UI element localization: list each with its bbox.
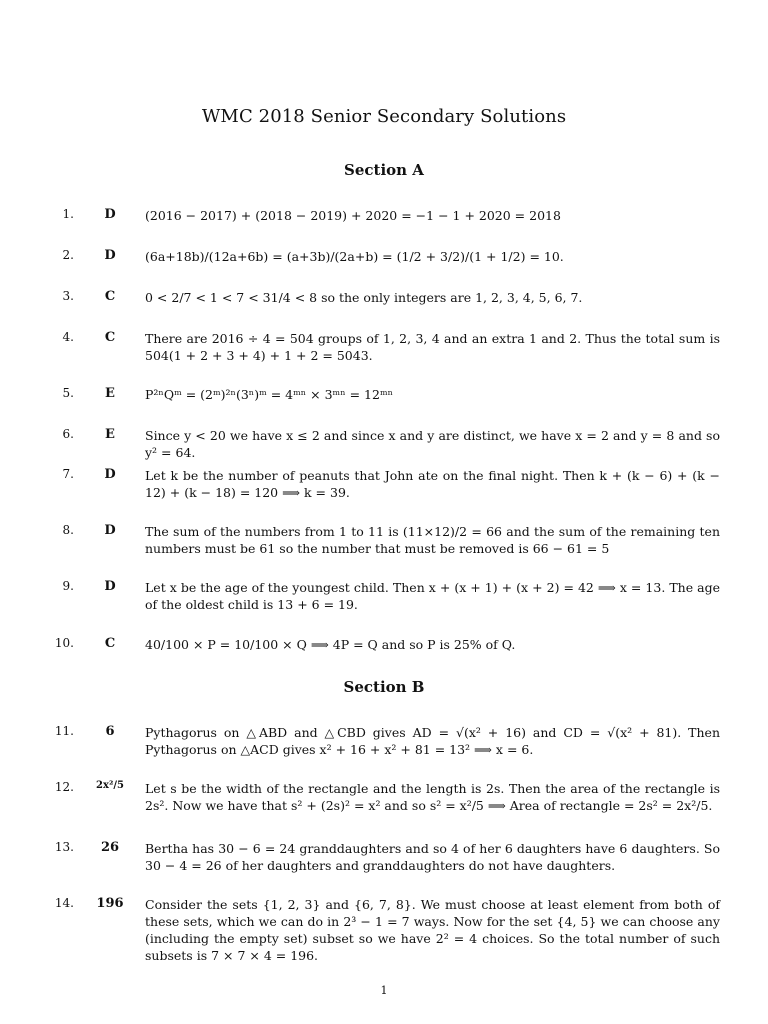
solution-text: Let k be the number of peanuts that John ate on the final night. Then k + (k − 6) + (k − 12) + (k − 18) = 120 ⟹ k = 39. [145, 468, 720, 500]
solution-text: Bertha has 30 − 6 = 24 granddaughters and so 4 of her 6 daughters have 6 daughters. So 30 − 4 = 26 of her daughters and granddaughters do not have daughters. [145, 841, 720, 873]
solution-text: Let s be the width of the rectangle and the length is 2s. Then the area of the rectangle is 2s². Now we have that s² + (2s)² = x² and so s² = x²/5 ⟹ Area of rectangle = 2s² = 2x²/5. [145, 781, 720, 813]
question-number: 6. [62, 427, 74, 441]
solution-text: 0 < 2/7 < 1 < 7 < 31/4 < 8 so the only integers are 1, 2, 3, 4, 5, 6, 7. [145, 290, 583, 305]
answer-label: D [104, 467, 116, 482]
question-number: 12. [54, 780, 74, 794]
answer-label: D [104, 248, 116, 263]
question-number: 8. [62, 523, 74, 537]
answer-label: C [104, 289, 116, 304]
answer-label: 196 [96, 896, 124, 911]
solution-text: (2016 − 2017) + (2018 − 2019) + 2020 = −1 − 1 + 2020 = 2018 [145, 208, 561, 223]
answer-label: 26 [100, 840, 120, 855]
solution-text: There are 2016 ÷ 4 = 504 groups of 1, 2, 3, 4 and an extra 1 and 2. Thus the total sum is 504(1 + 2 + 3 + 4) + 1 + 2 = 5043. [145, 331, 720, 363]
solution-text: Pythagorus on △ABD and △CBD gives AD = √(x² + 16) and CD = √(x² + 81). Then Pythagorus on △ACD gives x² + 16 + x² + 81 = 13² ⟹ x = 6. [145, 725, 720, 757]
question-number: 3. [62, 289, 74, 303]
document-title: WMC 2018 Senior Secondary Solutions [201, 106, 567, 127]
question-number: 10. [54, 636, 74, 650]
answer-label: C [104, 330, 116, 345]
question-number: 11. [54, 724, 74, 738]
solution-text: Let x be the age of the youngest child. Then x + (x + 1) + (x + 2) = 42 ⟹ x = 13. The age of the oldest child is 13 + 6 = 19. [145, 580, 720, 612]
question-number: 1. [62, 207, 74, 221]
answer-label: 2x²/5 [96, 780, 124, 791]
answer-label: D [104, 523, 116, 538]
answer-label: D [104, 579, 116, 594]
answer-label: E [105, 427, 115, 442]
solution-text: Consider the sets {1, 2, 3} and {6, 7, 8}. We must choose at least element from both of these sets, which we can do in 2³ − 1 = 7 ways. Now for the set {4, 5} we can choose any (including the empty set) subset so we have 2² = 4 choices. So the total number of such subsets is 7 × 7 × 4 = 196. [145, 897, 720, 963]
question-number: 2. [62, 248, 74, 262]
page-number: 1 [380, 984, 388, 997]
answer-label: E [105, 386, 115, 401]
section-b-heading: Section B [343, 678, 425, 696]
solution-text: P²ⁿQᵐ = (2ᵐ)²ⁿ(3ⁿ)ᵐ = 4ᵐⁿ × 3ᵐⁿ = 12ᵐⁿ [145, 387, 394, 402]
question-number: 14. [54, 896, 74, 910]
solution-text: 40/100 × P = 10/100 × Q ⟹ 4P = Q and so P is 25% of Q. [145, 637, 516, 652]
question-number: 4. [62, 330, 74, 344]
solution-text: (6a+18b)/(12a+6b) = (a+3b)/(2a+b) = (1/2 + 3/2)/(1 + 1/2) = 10. [145, 249, 564, 264]
answer-label: C [104, 636, 116, 651]
question-number: 13. [54, 840, 74, 854]
answer-label: 6 [105, 724, 115, 739]
section-a-heading: Section A [344, 161, 424, 179]
solution-text: The sum of the numbers from 1 to 11 is (11×12)/2 = 66 and the sum of the remaining ten numbers must be 61 so the number that must be removed is 66 − 61 = 5 [145, 524, 720, 556]
question-number: 5. [62, 386, 74, 400]
solution-text: Since y < 20 we have x ≤ 2 and since x and y are distinct, we have x = 2 and y = 8 and so y² = 64. [145, 428, 720, 460]
answer-label: D [104, 207, 116, 222]
question-number: 9. [62, 579, 74, 593]
question-number: 7. [62, 467, 74, 481]
